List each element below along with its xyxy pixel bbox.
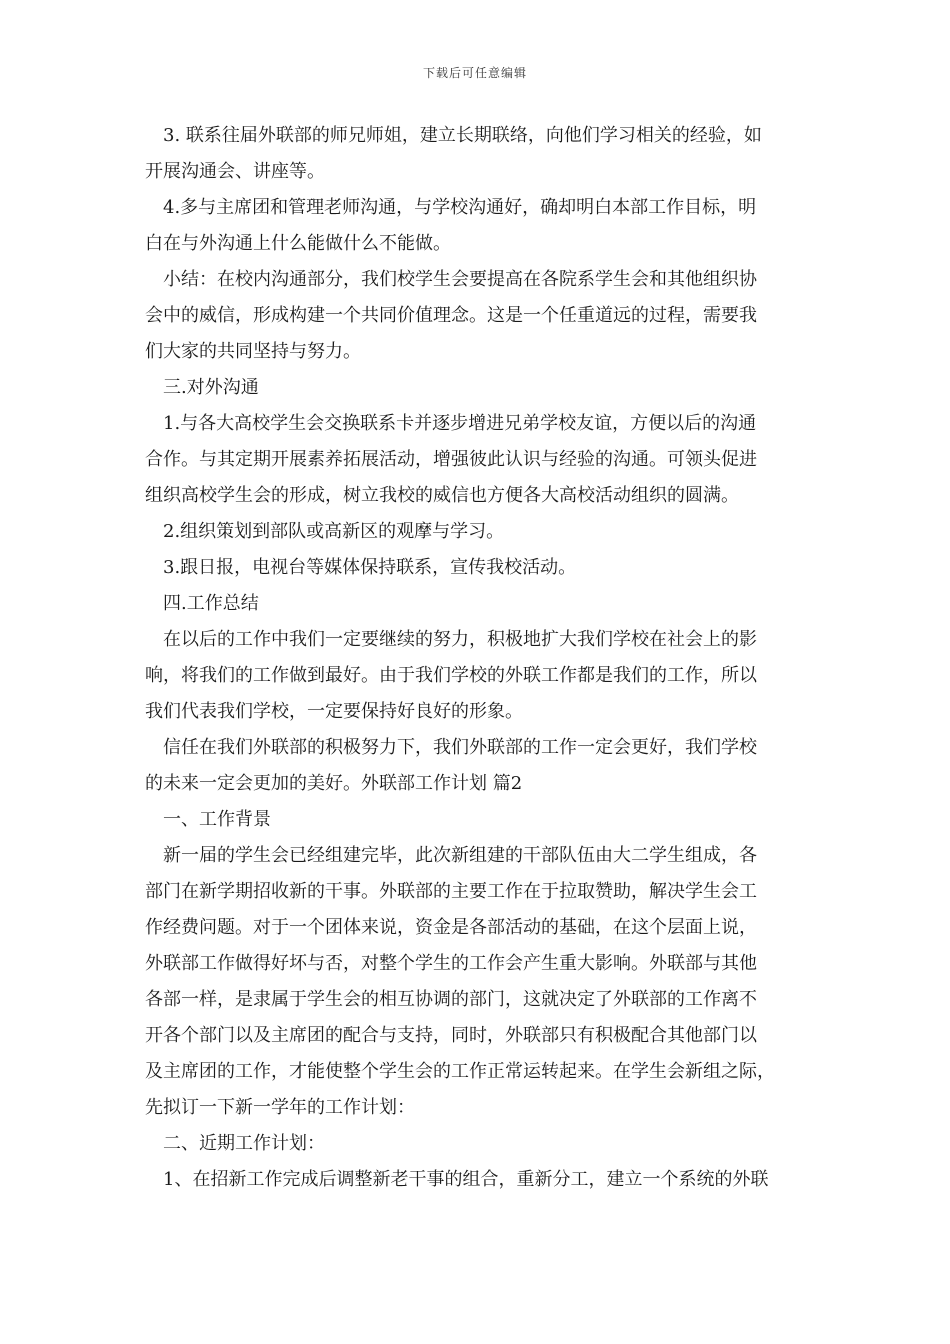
text-line: 四.工作总结: [163, 593, 259, 614]
text-line: 响，将我们的工作做到最好。由于我们学校的外联工作都是我们的工作，所以: [145, 665, 757, 686]
text-line: 及主席团的工作，才能使整个学生会的工作正常运转起来。在学生会新组之际，: [145, 1061, 775, 1082]
text-line: 会中的威信，形成构建一个共同价值理念。这是一个任重道远的过程，需要我: [145, 305, 757, 326]
text-line: 的未来一定会更加的美好。外联部工作计划 篇2: [145, 773, 523, 794]
text-line: 组织高校学生会的形成，树立我校的威信也方便各大高校活动组织的圆满。: [145, 485, 739, 506]
text-line: 部门在新学期招收新的干事。外联部的主要工作在于拉取赞助，解决学生会工: [145, 881, 757, 902]
text-line: 开各个部门以及主席团的配合与支持，同时，外联部只有积极配合其他部门以: [145, 1025, 757, 1046]
text-line: 二、近期工作计划：: [163, 1133, 325, 1154]
text-line: 3. 联系往届外联部的师兄师姐，建立长期联络，向他们学习相关的经验，如: [163, 125, 762, 146]
text-line: 小结：在校内沟通部分，我们校学生会要提高在各院系学生会和其他组织协: [163, 269, 757, 290]
text-line: 合作。与其定期开展素养拓展活动，增强彼此认识与经验的沟通。可领头促进: [145, 449, 757, 470]
text-line: 各部一样，是隶属于学生会的相互协调的部门，这就决定了外联部的工作离不: [145, 989, 757, 1010]
text-line: 们大家的共同坚持与努力。: [145, 341, 361, 362]
text-line: 4.多与主席团和管理老师沟通，与学校沟通好，确却明白本部工作目标，明: [163, 197, 757, 218]
text-line: 开展沟通会、讲座等。: [145, 161, 325, 182]
text-line: 信任在我们外联部的积极努力下，我们外联部的工作一定会更好，我们学校: [163, 737, 757, 758]
text-line: 3.跟日报，电视台等媒体保持联系，宣传我校活动。: [163, 557, 577, 578]
text-line: 外联部工作做得好坏与否，对整个学生的工作会产生重大影响。外联部与其他: [145, 953, 757, 974]
text-line: 2.组织策划到部队或高新区的观摩与学习。: [163, 521, 505, 542]
text-line: 三.对外沟通: [163, 377, 259, 398]
text-line: 新一届的学生会已经组建完毕，此次新组建的干部队伍由大二学生组成，各: [163, 845, 757, 866]
text-line: 作经费问题。对于一个团体来说，资金是各部活动的基础，在这个层面上说，: [145, 917, 757, 938]
text-line: 先拟订一下新一学年的工作计划：: [145, 1097, 415, 1118]
page-header: 下载后可任意编辑: [422, 66, 527, 80]
text-line: 1、在招新工作完成后调整新老干事的组合，重新分工，建立一个系统的外联: [163, 1169, 769, 1190]
document-body: [145, 118, 821, 1198]
text-line: 一、工作背景: [163, 809, 271, 830]
text-line: 白在与外沟通上什么能做什么不能做。: [145, 233, 451, 254]
text-line: 我们代表我们学校，一定要保持好良好的形象。: [145, 701, 523, 722]
text-line: 在以后的工作中我们一定要继续的努力，积极地扩大我们学校在社会上的影: [163, 629, 757, 650]
text-line: 1.与各大高校学生会交换联系卡并逐步增进兄弟学校友谊，方便以后的沟通: [163, 413, 757, 434]
